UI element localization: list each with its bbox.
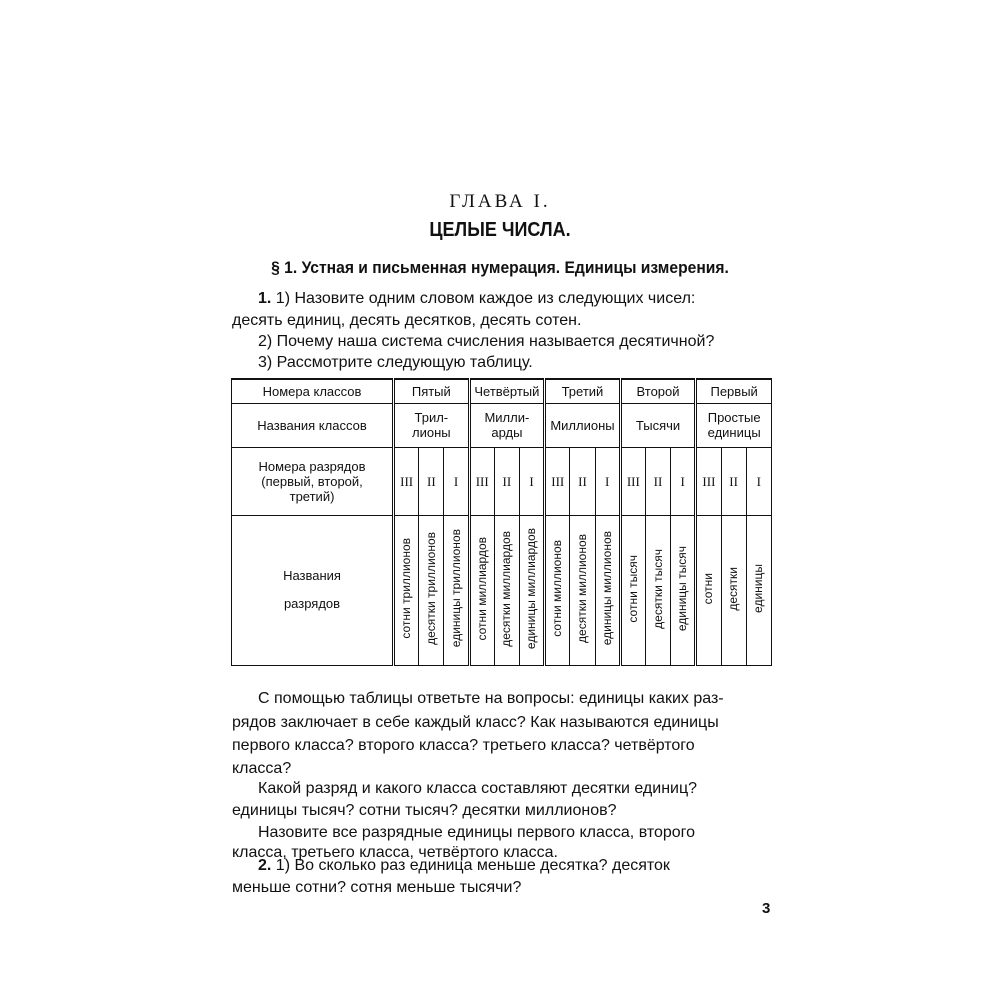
- digit-number-cell: I: [595, 447, 620, 515]
- digit-name-cell: [419, 515, 444, 665]
- class-name-cell: [545, 403, 621, 447]
- digit-number-cell: II: [645, 447, 670, 515]
- digit-name-cell: [721, 515, 746, 665]
- exercise-number: 1.: [258, 290, 272, 307]
- row-label-digit-names: [232, 515, 394, 665]
- class-name-cell: [469, 403, 545, 447]
- digit-name-cell: [746, 515, 771, 665]
- digit-name-text: единицы тысяч: [675, 545, 690, 632]
- class-name-line: Миллионы: [550, 417, 615, 433]
- digit-name-cell: [394, 515, 419, 665]
- label-line: Номера разрядов: [258, 458, 366, 474]
- label-line: разрядов: [283, 596, 341, 611]
- row-label-class-numbers: [232, 379, 394, 403]
- class-number-cell: Первый: [696, 379, 772, 403]
- digit-number-cell: III: [545, 447, 570, 515]
- exercise-number: 2.: [258, 857, 272, 874]
- class-name-line: Простые: [707, 410, 761, 425]
- digit-name-text: сотни: [701, 572, 716, 605]
- para2-text: 1) Во сколько раз единица меньше десятка? десяток: [275, 857, 670, 874]
- body-line: Назовите все разрядные единицы первого класса, второго: [258, 824, 696, 841]
- digit-number-cell: III: [696, 447, 721, 515]
- class-name-cell: [394, 403, 470, 447]
- page-number: 3: [762, 900, 771, 917]
- digit-number-cell: I: [519, 447, 544, 515]
- row-label-digit-numbers: [232, 447, 394, 515]
- digit-number-cell: I: [444, 447, 469, 515]
- class-name-line: Милли-: [484, 410, 530, 425]
- row-label-class-names: [232, 403, 394, 447]
- para2-line: [232, 855, 772, 877]
- digit-name-cell: [494, 515, 519, 665]
- digit-name-cell: [444, 515, 469, 665]
- digit-name-text: сотни триллионов: [399, 538, 414, 639]
- digit-number-cell: III: [394, 447, 419, 515]
- digit-name-cell: [696, 515, 721, 665]
- class-name-cell: [620, 403, 696, 447]
- digit-name-cell: [645, 515, 670, 665]
- digit-name-cell: [545, 515, 570, 665]
- digit-number-cell: III: [620, 447, 645, 515]
- body-line: класса?: [232, 760, 292, 777]
- class-name-line: Тысячи: [635, 417, 681, 433]
- class-name-cell: [696, 403, 772, 447]
- class-name-line: лионы: [412, 425, 451, 440]
- digit-name-text: десятки триллионов: [423, 532, 438, 645]
- class-number-cell: Третий: [545, 379, 621, 403]
- body-line: Какой разряд и какого класса составляют десятки единиц?: [258, 780, 698, 797]
- label-line: Названия: [283, 568, 341, 583]
- digit-name-cell: [595, 515, 620, 665]
- digit-name-text: единицы триллионов: [448, 529, 463, 648]
- digit-name-text: десятки миллиардов: [499, 530, 514, 647]
- class-number-cell: Второй: [620, 379, 696, 403]
- para1-line: 2) Почему наша система счисления называется десятичной?: [258, 333, 715, 350]
- class-number-cell: Четвёртый: [469, 379, 545, 403]
- digit-name-cell: [469, 515, 494, 665]
- digit-name-text: сотни миллионов: [550, 540, 565, 637]
- body-line: класса, третьего класса, четвёртого класса.: [232, 844, 558, 861]
- digit-number-cell: II: [419, 447, 444, 515]
- chapter-heading: ГЛАВА I.: [449, 191, 551, 212]
- digit-number-cell: II: [570, 447, 595, 515]
- numeration-table: [231, 378, 772, 666]
- digit-number-cell: I: [746, 447, 771, 515]
- digit-number-cell: II: [721, 447, 746, 515]
- body-line: рядов заключает в себе каждый класс? Как называются единицы: [232, 714, 719, 731]
- digit-name-cell: [620, 515, 645, 665]
- label-line: третий): [289, 488, 335, 504]
- label-line: (первый, второй,: [261, 473, 363, 489]
- digit-name-cell: [671, 515, 696, 665]
- label-line: Названия классов: [257, 417, 367, 433]
- para2-line: меньше сотни? сотня меньше тысячи?: [232, 879, 522, 896]
- body-line: единицы тысяч? сотни тысяч? десятки миллионов?: [232, 802, 617, 819]
- para1-line: десять единиц, десять десятков, десять сотен.: [232, 312, 582, 329]
- digit-name-text: сотни миллиардов: [474, 536, 489, 641]
- digit-name-text: десятки: [726, 566, 741, 611]
- digit-number-cell: II: [494, 447, 519, 515]
- digit-name-cell: [519, 515, 544, 665]
- body-line: С помощью таблицы ответьте на вопросы: единицы каких раз-: [258, 690, 724, 707]
- class-name-line: арды: [491, 425, 523, 440]
- digit-name-text: единицы миллионов: [599, 531, 614, 646]
- digit-name-text: десятки тысяч: [650, 548, 665, 629]
- digit-number-cell: I: [671, 447, 696, 515]
- digit-name-text: единицы миллиардов: [524, 527, 539, 650]
- digit-name-cell: [570, 515, 595, 665]
- digit-name-text: десятки миллионов: [574, 534, 589, 643]
- section-heading: § 1. Устная и письменная нумерация. Единицы измерения.: [271, 258, 729, 277]
- class-name-line: Трил-: [414, 410, 449, 425]
- digit-name-text: сотни тысяч: [625, 554, 640, 623]
- class-number-cell: Пятый: [394, 379, 470, 403]
- digit-number-cell: III: [469, 447, 494, 515]
- chapter-title: ЦЕЛЫЕ ЧИСЛА.: [429, 219, 571, 241]
- class-name-line: единицы: [707, 425, 761, 440]
- para1-text: 1) Назовите одним словом каждое из следующих чисел:: [275, 290, 696, 307]
- label-line: Номера классов: [262, 383, 362, 399]
- body-line: первого класса? второго класса? третьего класса? четвёртого: [232, 737, 695, 754]
- para1-line: 3) Рассмотрите следующую таблицу.: [258, 354, 533, 371]
- para1-line: [232, 288, 772, 310]
- digit-name-text: единицы: [751, 564, 766, 613]
